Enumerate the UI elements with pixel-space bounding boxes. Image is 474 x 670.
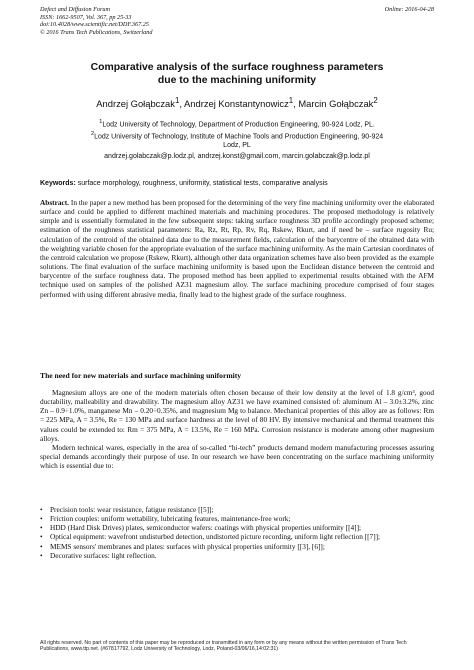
list-item <box>40 523 434 532</box>
paper-title <box>40 62 434 87</box>
paragraph-2: Modern technical wares, especially in the area of so-called “hi-tech” products demand modern manufacturing processes assuring special demands accordingly their purpose of use. In our research we have been concentrating on the surface machining uniformity which is essential due to: <box>40 442 434 471</box>
bullet-icon: • <box>40 550 43 560</box>
author-3-affil: 2 <box>373 96 378 105</box>
affiliation-2-continued: Lodz, PL <box>223 142 251 150</box>
paragraph-1: Magnesium alloys are one of the modern materials often chosen because of their low density at the level of 1.8 g/cm³, good ductability, malleability and drawability. The magnesium alloy AZ31 we have examined consisted of: aluminum Al – 3.0±3.2%, zinc Zn – 0.9÷1.0%, manganese Mn – 0.20÷0.35%, and magnesium Mg to balance. Mechanical properties of this alloy are as follows: Rm = 225 MPa, A = 3.5%, Re = 130 MPa and surface hardness at the level of 80 HV. By intensive mechanical and thermal treatment this values could be extended to: Rm = 375 MPa, A = 13.5%, Re = 160 MPa. Corrosion resistance is moderate among other magnesium alloys. <box>40 388 434 443</box>
bullet-icon: • <box>40 514 43 524</box>
title-line-1: Comparative analysis of the surface roughness parameters <box>90 62 384 73</box>
bullet-icon: • <box>40 505 43 514</box>
affiliation-1-marker: 1 <box>99 119 103 125</box>
list-item <box>40 505 434 514</box>
author-list <box>40 96 434 109</box>
applications-list <box>40 505 434 560</box>
author-separator: , <box>179 98 185 110</box>
author-emails: andrzej.golabczak@p.lodz.pl, andrzej.konst@gmail.com, marcin.golabczak@p.lodz.pl <box>104 153 370 160</box>
list-item-text: MEMS sensors' membranes and plates: surfaces with physical properties uniformity [[3], [6]]; <box>50 541 325 551</box>
abstract-label: Abstract. <box>40 198 69 207</box>
bullet-icon: • <box>40 541 43 551</box>
affiliations <box>40 118 434 151</box>
copyright-line: © 2016 Trans Tech Publications, Switzerland <box>40 28 153 36</box>
doi-line: doi:10.4028/www.scientific.net/DDF.367.25 <box>40 21 149 29</box>
title-line-2: due to the machining uniformity <box>157 74 317 86</box>
list-item <box>40 514 434 523</box>
list-item-text: HDD (Hard Disk Drives) plates, semiconductor wafers: coatings with physical properties uniformity [[4]]; <box>50 523 362 533</box>
affiliation-1-text: Lodz University of Technology, Department of Production Engineering, 90-924 Lodz, PL. <box>102 121 375 129</box>
author-2-affil: 1 <box>288 96 294 105</box>
list-item-text: Precision tools: wear resistance, fatigue resistance [[5]]; <box>50 505 214 514</box>
online-date: Online: 2016-04-28 <box>384 6 434 13</box>
bullet-icon: • <box>40 532 43 542</box>
author-separator: , <box>293 98 299 110</box>
section-heading: The need for new materials and surface machining uniformity <box>40 371 242 380</box>
bullet-icon: • <box>40 523 43 533</box>
keywords-label: Keywords: <box>40 180 76 187</box>
affiliation-2-marker: 2 <box>90 130 95 137</box>
list-item-text: Decorative surfaces: light reflection. <box>50 550 157 560</box>
body-text <box>40 388 434 470</box>
author-1-affil: 1 <box>174 96 180 105</box>
affiliation-1 <box>40 118 434 130</box>
author-3: Marcin Gołąbczak <box>298 98 374 110</box>
list-item <box>40 551 434 560</box>
list-item-text: Friction couples: uniform wettability, lubricating features, maintenance-free work; <box>50 514 291 524</box>
abstract-text: In the paper a new method has been proposed for the determining of the very fine machining uniformity over the elaborated surface and could be applied to different machined materials and machining procedures. The proposed methodology is relatively simple and is essentially formulated in the few subsequent steps: taking surface roughness 3D profile accordingly proposed scheme; estimation of the roughness statistical parameters: Ra, Rz, Rt, Rp, Rv, Rq, Rskew, Rkurt, and if need be – surface rugosity Ru; calculation of the centroid of the obtained data due to the measurement fields, calculation of the barycentre of the obtained data with the weighting variable chosen for the appropriate evaluation of the surface machining uniformity. As the main Cartesian coordinates of the centroid calculation we propose (Rskew, Rkurt), although other data organization schemes have also been provided as the example solutions. The final evaluation of the surface machining uniformity is based upon the Euclidean distance between the centroid and barycentre of the surface roughness data. The proposed method has been applied to experimental results obtained with the AFM technique used on samples of the polished AZ31 magnesium alloy. The surface machining procedure comprised of four stages performed with using different abrasive media, finally lead to the highest grade of the surface roughness. <box>40 198 434 299</box>
keywords-text: surface morphology, roughness, uniformity, statistical tests, comparative analysis <box>75 180 328 187</box>
abstract <box>40 198 434 299</box>
journal-header <box>40 6 340 36</box>
author-2: Andrzej Konstantynowicz <box>184 98 289 110</box>
issn-line: ISSN: 1662-9507, Vol. 367, pp 25-33 <box>40 13 132 21</box>
list-item <box>40 542 434 551</box>
keywords <box>40 180 434 187</box>
author-1: Andrzej Gołąbczak <box>96 98 175 110</box>
affiliation-2-text: Lodz University of Technology, Institute of Machine Tools and Production Engineering, 90-924 <box>94 133 384 141</box>
copyright-footer: All rights reserved. No part of contents of this paper may be reproduced or transmitted in any form or by any means without the written permission of Trans Tech Publications, www.ttp.net. (#67817792, Lodz University of Technology, Lodz, Poland-03/06/16,14:02:31) <box>40 640 407 653</box>
affiliation-2 <box>40 130 434 142</box>
journal-name: Defect and Diffusion Forum <box>40 6 110 13</box>
list-item-text: Optical equipment: wavefront undisturbed detection, undistorted picture recording, uniform light reflection [[7]]; <box>50 532 381 542</box>
list-item <box>40 532 434 541</box>
